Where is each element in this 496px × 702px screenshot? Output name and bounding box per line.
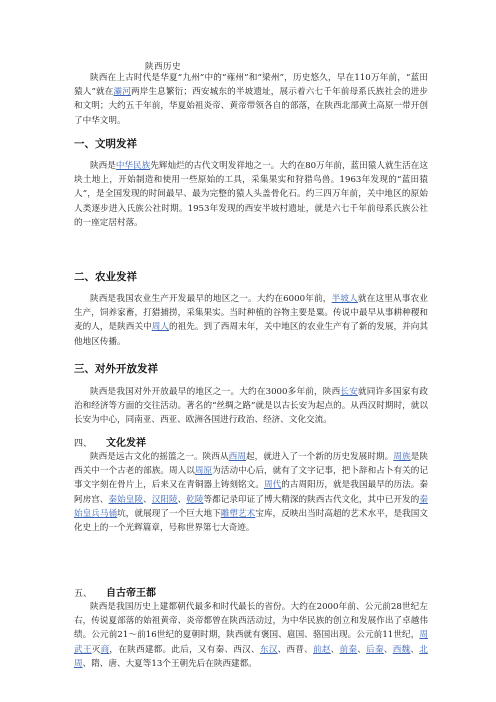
hyperlink[interactable]: 前秦 — [339, 644, 358, 655]
text-run: 的古周阳历，就是我国最早的历法。秦阿房宫、 — [74, 480, 428, 505]
text-run: 等都记录印证了博大精深的陕西古代文化，其中已开发的 — [203, 494, 420, 505]
hyperlink[interactable]: 灞河 — [113, 87, 131, 98]
hyperlink[interactable]: 后秦 — [366, 644, 384, 655]
text-run: 、 — [143, 494, 152, 505]
text-run: 陕西在上古时代是华夏“九州”中的“雍州”和“梁州”，历史悠久，早在110万年前，“蓝田猿人”就在 — [74, 73, 428, 98]
document-title: 陕西历史 — [145, 62, 182, 72]
text-run: 陕西是我国历史上建都朝代最多和时代最长的省份。大约在2000年前、公元前28世纪左右，传说夏部落的始祖黄帝、炎帝都曾在陕西活动过，为中华民族的创立和发展作出了卓越伟绩。公元前21～前16世纪的夏朝时期，陕西就有褒国、扈国、骆国出现。公元前11世纪， — [74, 602, 428, 641]
hyperlink[interactable]: 雕塑艺术 — [220, 508, 256, 519]
text-run: 起，就进入了一个新的历史发展时期。 — [246, 452, 394, 462]
text-run: 陕西是远古文化的摇篮之一。陕西从 — [90, 452, 229, 462]
hyperlink[interactable]: 周原 — [194, 466, 213, 477]
text-run: 、 — [410, 644, 420, 655]
section-title: 文化发祥 — [106, 438, 147, 449]
hyperlink[interactable]: 西周 — [228, 452, 247, 462]
hyperlink[interactable]: 周武王 — [74, 630, 428, 655]
section-number: 五、 — [74, 589, 93, 599]
hyperlink[interactable]: 周族 — [393, 452, 411, 462]
section-title: 自古帝王都 — [106, 588, 157, 599]
section-paragraph-agriculture — [74, 292, 428, 349]
hyperlink[interactable]: 东汉 — [259, 644, 278, 655]
section-heading-opening: 三、对外开放发祥 — [74, 363, 158, 375]
section-heading-agriculture: 二、农业发祥 — [74, 271, 137, 283]
section-number: 四、 — [74, 439, 93, 449]
hyperlink[interactable]: 周人 — [151, 322, 169, 333]
hyperlink[interactable]: 半坡人 — [331, 294, 358, 304]
intro-paragraph — [74, 71, 428, 128]
section-heading-culture — [74, 434, 146, 449]
text-run: 、 — [383, 644, 393, 655]
hyperlink[interactable]: 周代 — [263, 480, 282, 491]
hyperlink[interactable]: 商 — [100, 644, 110, 655]
hyperlink[interactable]: 北周 — [74, 644, 428, 669]
section-paragraph-civilization — [74, 159, 428, 230]
text-run: 陕西是 — [90, 161, 116, 171]
text-run: 先辉灿烂的古代文明发祥地之一。大约在80万年前，蓝田猿人就生活在这块土地上，开始制造和使用一些原始的工具，采集果实和狩猎鸟兽。1963年发现的“蓝田猿人”，是全国发现的时间最早、最为完整的猿人头盖骨化石。约三四万年前，关中地区的原始人类逐步进入氏族公社时期。1953年发现的西安半坡村遗址，就是六七千年前母系氏族公社的一座定居村落。 — [74, 161, 428, 228]
text-run: 是陕西关中一个古老的部族。周人以 — [74, 452, 428, 477]
section-heading-capital — [74, 584, 156, 599]
text-run: 就同许多国家有政治和经济等方面的交往活动。著名的“丝绸之路”就是以古长安为起点的。从西汉时期时，就以长安为中心，同南亚、西亚、欧洲各国进行政治、经济、文化交流。 — [74, 387, 428, 426]
text-run: 的祖先。到了西周末年，关中地区的农业生产有了新的发展，并向其他地区传播。 — [74, 322, 428, 347]
hyperlink[interactable]: 乾陵 — [186, 494, 204, 505]
text-run: 、 — [330, 644, 340, 655]
text-run: 、西晋、 — [277, 644, 313, 655]
text-run: 为活动中心后，就有了文字记事，把卜辞和占卜有关的记事文字刻在骨片上，后来又在青铜器上铸刻铭文。 — [74, 466, 428, 491]
text-run: 宝库，反映出当时高超的艺术水平，是我国文化史上的一个光辉篇章，号称世界第七大奇迹。 — [74, 508, 428, 534]
section-paragraph-opening — [74, 385, 428, 428]
hyperlink[interactable]: 长安 — [340, 387, 358, 397]
hyperlink[interactable]: 中华民族 — [115, 161, 151, 171]
text-run: 坑，就展现了一个巨大地下 — [117, 508, 221, 519]
text-run: 灭 — [91, 644, 101, 655]
hyperlink[interactable]: 西魏 — [392, 644, 411, 655]
text-run: 、 — [177, 494, 187, 505]
text-run: 陕西是我国农业生产开发最早的地区之一。大约在6000年前， — [90, 294, 332, 304]
hyperlink[interactable]: 秦始皇陵 — [108, 494, 144, 505]
text-run: 陕西是我国对外开放最早的地区之一。大约在3000多年前，陕西 — [90, 387, 341, 397]
text-run: 、 — [357, 644, 367, 655]
section-paragraph-capital — [74, 600, 428, 671]
hyperlink[interactable]: 汉阳陵 — [151, 494, 178, 505]
hyperlink[interactable]: 前赵 — [313, 644, 331, 655]
section-heading-civilization: 一、文明发祥 — [74, 138, 137, 150]
text-run: 两岸生息繁衍；西安城东的半坡遗址，展示着六七千年前母系氏族社会的进步和文明；大约五千年前，华夏始祖炎帝、黄帝带领各自的部落，在陕西北部黄土高原一带开创了中华文明。 — [74, 87, 428, 126]
section-paragraph-culture — [74, 450, 428, 535]
text-run: 就在这里从事农业生产，饲养家畜，打猎捕捞，采集果实。当时种植的谷物主要是粟。传说中最早从事耕种稷和麦的人，是陕西关中 — [74, 294, 428, 333]
hyperlink[interactable]: 秦始皇兵马俑 — [74, 494, 428, 519]
text-run: ，在陕西建都。此后，又有秦、西汉、 — [109, 644, 260, 655]
text-run: 、隋、唐、大夏等13个王朝先后在陕西建都。 — [82, 658, 257, 669]
